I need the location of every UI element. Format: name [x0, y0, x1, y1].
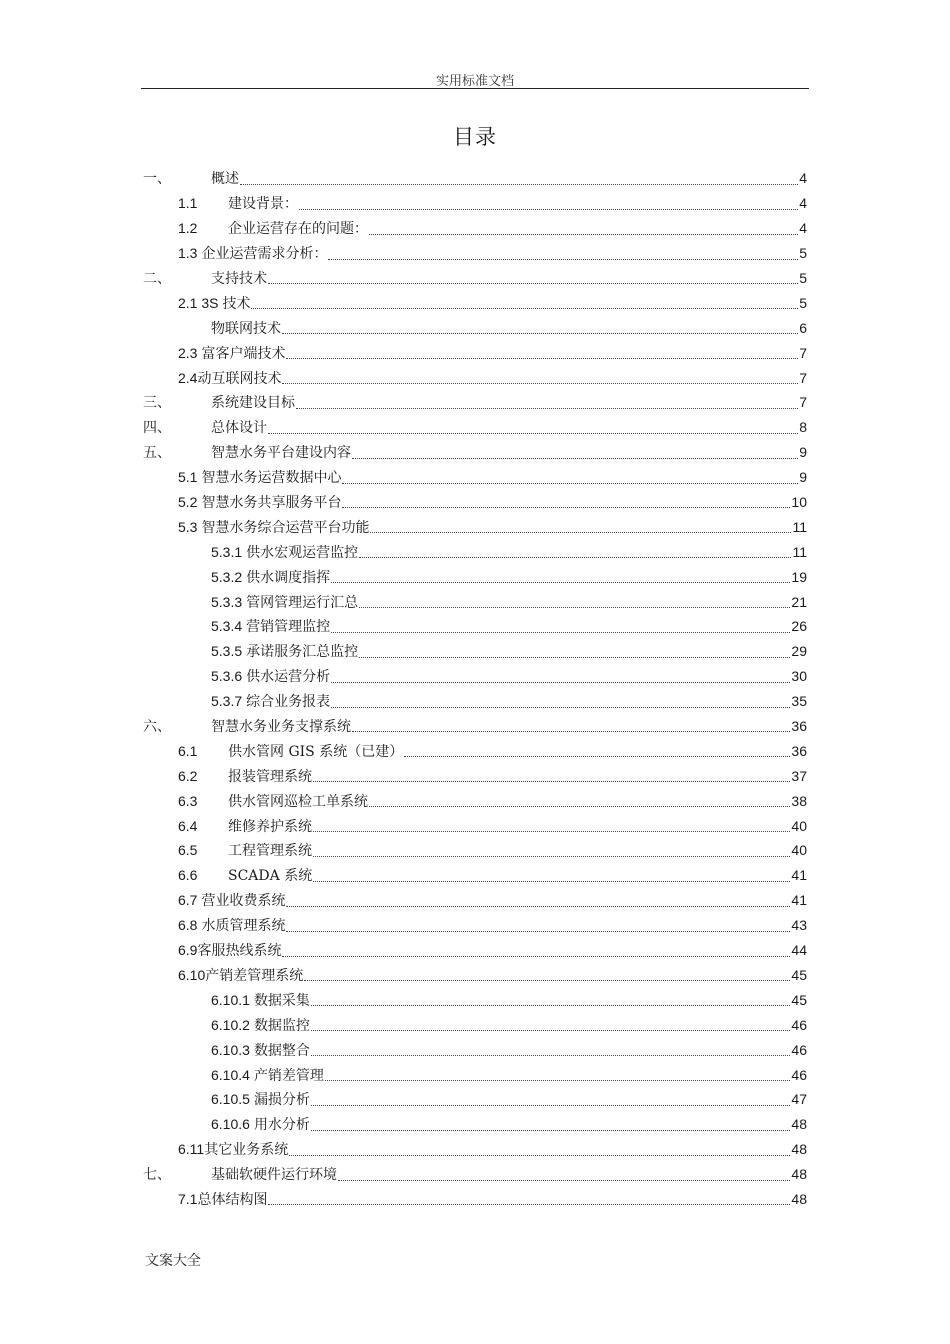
- toc-entry-page: 19: [791, 568, 807, 585]
- toc-entry-number: 2.4: [178, 369, 198, 386]
- toc-entry[interactable]: [143, 1087, 807, 1112]
- toc-leader-dots: [296, 408, 798, 409]
- toc-entry-page: 46: [791, 1016, 807, 1033]
- toc-title: 目录: [453, 125, 497, 149]
- toc-entry-label: 支持技术: [211, 271, 267, 287]
- toc-entry-number: 6.2: [178, 767, 198, 784]
- toc-entry-label: 管网管理运行汇总: [246, 594, 359, 611]
- toc-entry-number: 5.3.7: [211, 693, 243, 710]
- toc-entry-label: 概述: [211, 171, 239, 188]
- toc-leader-dots: [311, 1055, 790, 1056]
- toc-entry[interactable]: [143, 539, 807, 564]
- toc-entry-number: 6.6: [178, 867, 198, 884]
- toc-leader-dots: [359, 657, 790, 658]
- toc-entry-page: 41: [791, 867, 807, 884]
- toc-entry-number: 6.10.6: [211, 1116, 250, 1133]
- page-header: 实用标准文档: [435, 74, 514, 89]
- toc-entry[interactable]: [143, 415, 807, 440]
- toc-entry-page: 7: [799, 394, 807, 411]
- toc-entry-label: 智慧水务平台建设内容: [211, 445, 351, 462]
- toc-entry-page: 7: [799, 344, 807, 361]
- toc-entry-page: 40: [791, 817, 807, 834]
- toc-leader-dots: [369, 806, 790, 807]
- header-rule: [141, 88, 809, 89]
- toc-leader-dots: [240, 184, 798, 185]
- toc-leader-dots: [282, 333, 798, 334]
- toc-leader-dots: [313, 856, 790, 857]
- toc-entry-page: 36: [791, 742, 807, 759]
- toc-leader-dots: [313, 831, 790, 832]
- toc-entry-number: 2.1 3S: [178, 294, 219, 311]
- toc-entry-page: 37: [791, 767, 807, 784]
- toc-leader-dots: [352, 731, 790, 732]
- toc-entry-number: 6.10: [178, 966, 206, 983]
- toc-entry-label: 承诺服务汇总监控: [246, 644, 359, 661]
- toc-entry-number: 6.9: [178, 942, 198, 959]
- toc-entry[interactable]: [143, 639, 807, 664]
- toc-leader-dots: [311, 1130, 790, 1131]
- toc-leader-dots: [313, 781, 790, 782]
- toc-entry[interactable]: [143, 1187, 807, 1212]
- toc-leader-dots: [331, 632, 790, 633]
- toc-entry-page: 44: [791, 942, 807, 959]
- toc-entry[interactable]: [143, 1062, 807, 1087]
- toc-entry[interactable]: [143, 838, 807, 863]
- toc-entry-label: 建设背景：: [228, 196, 298, 213]
- toc-leader-dots: [404, 756, 790, 757]
- toc-entry-label: 产销差管理: [253, 1067, 324, 1084]
- toc-entry[interactable]: [143, 589, 807, 614]
- toc-entry-page: 38: [791, 792, 807, 809]
- toc-entry[interactable]: [143, 738, 807, 763]
- toc-entry-label: 供水调度指挥: [246, 569, 331, 586]
- toc-entry-label: 营业收费系统: [201, 893, 286, 910]
- toc-entry-page: 30: [791, 668, 807, 685]
- toc-entry-number: 二、: [143, 271, 171, 287]
- toc-entry-page: 40: [791, 842, 807, 859]
- toc-entry-label: 用水分析: [253, 1117, 310, 1134]
- toc-leader-dots: [331, 682, 790, 683]
- toc-entry-label: 数据整合: [253, 1042, 310, 1059]
- toc-leader-dots: [331, 707, 790, 708]
- toc-entry[interactable]: [143, 763, 807, 788]
- toc-entry-number: 6.11: [178, 1141, 205, 1158]
- toc-entry-label: 智慧水务运营数据中心: [201, 470, 342, 487]
- toc-entry-number: 5.3.1: [211, 543, 243, 560]
- toc-entry-page: 21: [791, 593, 807, 610]
- toc-leader-dots: [299, 209, 798, 210]
- toc-entry-number: 6.7: [178, 892, 198, 909]
- toc-entry-label: 漏损分析: [253, 1092, 310, 1109]
- toc-leader-dots: [268, 433, 798, 434]
- toc-entry-page: 47: [791, 1091, 807, 1108]
- toc-entry[interactable]: [143, 266, 807, 291]
- toc-entry-page: 43: [791, 917, 807, 934]
- toc-entry-number: 三、: [143, 395, 171, 412]
- toc-entry-page: 45: [791, 991, 807, 1008]
- toc-entry-page: 5: [799, 294, 807, 311]
- toc-entry[interactable]: [143, 514, 807, 539]
- toc-entry[interactable]: [143, 1012, 807, 1037]
- toc-entry-number: 6.10.2: [211, 1016, 250, 1033]
- toc-entry-page: 35: [791, 693, 807, 710]
- toc-entry-label: 数据采集: [253, 992, 310, 1009]
- toc-entry-page: 29: [791, 643, 807, 660]
- toc-entry-label: SCADA 系统: [228, 868, 313, 885]
- toc-leader-dots: [251, 308, 798, 309]
- toc-entry-number: 一、: [143, 171, 171, 188]
- toc-entry[interactable]: [143, 1037, 807, 1062]
- toc-leader-dots: [370, 532, 791, 533]
- toc-entry-page: 10: [791, 494, 807, 511]
- toc-entry-number: 六、: [143, 719, 171, 736]
- toc-entry-label: 供水管网巡检工单系统: [228, 793, 368, 810]
- toc-entry-label: 总体设计: [211, 420, 267, 437]
- toc-entry-number: 6.4: [178, 817, 198, 834]
- toc-entry-label: 智慧水务业务支撑系统: [211, 719, 351, 736]
- toc-entry-label: 富客户端技术: [201, 345, 286, 362]
- toc-entry[interactable]: [143, 216, 807, 241]
- toc-entry-number: 5.3.3: [211, 593, 243, 610]
- toc-entry-number: 四、: [143, 420, 171, 437]
- toc-entry-page: 46: [791, 1041, 807, 1058]
- toc-entry[interactable]: [143, 340, 807, 365]
- toc-entry[interactable]: [143, 614, 807, 639]
- toc-leader-dots: [286, 931, 790, 932]
- toc-entry-number: 6.8: [178, 917, 198, 934]
- toc-leader-dots: [268, 1204, 790, 1205]
- toc-leader-dots: [311, 1005, 790, 1006]
- toc-entry-page: 7: [799, 369, 807, 386]
- toc-leader-dots: [369, 234, 798, 235]
- toc-leader-dots: [289, 1155, 790, 1156]
- toc-entry[interactable]: [143, 987, 807, 1012]
- toc-entry-page: 48: [791, 1141, 807, 1158]
- toc-entry-label: 物联网技术: [211, 320, 281, 337]
- toc-entry-label: 动互联网技术: [197, 370, 282, 387]
- toc-leader-dots: [338, 1180, 790, 1181]
- toc-leader-dots: [328, 259, 798, 260]
- toc-entry-page: 4: [799, 170, 807, 187]
- toc-leader-dots: [286, 358, 798, 359]
- toc-entry[interactable]: [143, 490, 807, 515]
- toc-entry-label: 技术: [222, 295, 251, 312]
- toc-entry-number: 6.10.4: [211, 1066, 250, 1083]
- toc-entry-page: 11: [792, 543, 807, 560]
- toc-entry-page: 8: [799, 419, 807, 436]
- toc-entry-page: 46: [791, 1066, 807, 1083]
- toc-entry-page: 41: [791, 892, 807, 909]
- toc-entry-number: 6.5: [178, 842, 198, 859]
- toc-entry-number: 6.3: [178, 792, 198, 809]
- toc-leader-dots: [282, 383, 798, 384]
- toc-entry-number: 7.1: [178, 1190, 198, 1207]
- toc-entry-number: 5.2: [178, 494, 198, 511]
- toc-entry-page: 9: [799, 444, 807, 461]
- toc-entry-label: 数据监控: [253, 1017, 310, 1034]
- toc-entry-number: 七、: [143, 1167, 171, 1184]
- toc-entry-page: 6: [799, 319, 807, 336]
- toc-entry-number: 5.1: [178, 469, 198, 486]
- toc-entry[interactable]: [143, 390, 807, 415]
- toc-leader-dots: [313, 881, 790, 882]
- toc-entry[interactable]: [143, 315, 807, 340]
- toc-entry-number: 6.10.5: [211, 1091, 250, 1108]
- toc-leader-dots: [268, 283, 798, 284]
- toc-leader-dots: [331, 582, 790, 583]
- toc-entry[interactable]: [143, 241, 807, 266]
- toc-entry-label: 供水宏观运营监控: [246, 544, 359, 561]
- toc-entry[interactable]: [143, 788, 807, 813]
- toc-entry-label: 水质管理系统: [201, 918, 286, 935]
- toc-entry-label: 基础软硬件运行环境: [211, 1167, 337, 1184]
- toc-entry-number: 6.10.1: [211, 991, 250, 1008]
- toc-entry[interactable]: [143, 1112, 807, 1137]
- toc-entry-number: 5.3.6: [211, 668, 243, 685]
- toc-entry[interactable]: [143, 440, 807, 465]
- toc-entry-page: 36: [791, 718, 807, 735]
- toc-entry-label: 维修养护系统: [228, 818, 312, 835]
- toc-entry-label: 供水运营分析: [246, 669, 331, 686]
- toc-entry-label: 产销差管理系统: [205, 967, 304, 984]
- toc-entry-label: 营销管理监控: [246, 619, 331, 636]
- toc-entry-number: 6.10.3: [211, 1041, 250, 1058]
- toc-entry[interactable]: [143, 913, 807, 938]
- toc-entry-page: 48: [791, 1116, 807, 1133]
- toc-leader-dots: [342, 483, 798, 484]
- toc-entry-label: 总体结构图: [197, 1191, 268, 1208]
- toc-entry-page: 4: [799, 220, 807, 237]
- toc-entry-page: 9: [799, 469, 807, 486]
- toc-entry[interactable]: [143, 191, 807, 216]
- toc-entry[interactable]: [143, 290, 807, 315]
- toc-entry-page: 11: [792, 518, 807, 535]
- toc-entry[interactable]: [143, 963, 807, 988]
- toc-entry-page: 48: [791, 1166, 807, 1183]
- toc-leader-dots: [352, 458, 798, 459]
- toc-leader-dots: [359, 607, 790, 608]
- toc-entry-label: 工程管理系统: [228, 843, 312, 860]
- toc-entry-label: 其它业务系统: [204, 1142, 289, 1159]
- toc-leader-dots: [311, 1105, 790, 1106]
- toc-entry-page: 26: [791, 618, 807, 635]
- toc-entry-page: 5: [799, 245, 807, 262]
- toc-entry-page: 4: [799, 195, 807, 212]
- toc-entry[interactable]: [143, 938, 807, 963]
- toc-entry-number: 5.3.2: [211, 568, 243, 585]
- toc-entry[interactable]: [143, 714, 807, 739]
- toc-entry-number: 1.2: [178, 220, 198, 237]
- toc-leader-dots: [311, 1030, 790, 1031]
- toc-entry[interactable]: [143, 365, 807, 390]
- toc-entry-number: 5.3: [178, 518, 198, 535]
- toc-entry[interactable]: [143, 465, 807, 490]
- toc-entry[interactable]: [143, 689, 807, 714]
- page-footer: 文案大全: [145, 1253, 201, 1269]
- toc-entry[interactable]: [143, 888, 807, 913]
- toc-leader-dots: [342, 507, 790, 508]
- toc-entry-label: 智慧水务综合运营平台功能: [201, 519, 370, 536]
- toc-entry-number: 6.1: [178, 742, 198, 759]
- toc-entry-label: 报装管理系统: [228, 768, 312, 785]
- toc-entry-page: 45: [791, 966, 807, 983]
- toc-entry[interactable]: [143, 564, 807, 589]
- toc-entry-number: 5.3.4: [211, 618, 243, 635]
- toc-entry[interactable]: [143, 863, 807, 888]
- toc-entry-page: 5: [799, 270, 807, 286]
- toc-leader-dots: [304, 980, 790, 981]
- toc-entry-number: 1.3: [178, 245, 198, 262]
- toc-entry[interactable]: [143, 1137, 807, 1162]
- toc-leader-dots: [325, 1080, 790, 1081]
- toc-entry[interactable]: [143, 664, 807, 689]
- toc-list: [143, 166, 807, 1211]
- toc-leader-dots: [359, 557, 791, 558]
- toc-entry-number: 2.3: [178, 344, 198, 361]
- toc-entry-label: 综合业务报表: [246, 694, 331, 711]
- toc-entry-label: 企业运营需求分析：: [201, 246, 328, 263]
- toc-entry-page: 48: [791, 1190, 807, 1207]
- toc-leader-dots: [286, 906, 790, 907]
- toc-entry-number: 五、: [143, 445, 171, 462]
- toc-entry-label: 供水管网 GIS 系统（已建）: [228, 743, 404, 760]
- toc-leader-dots: [282, 956, 790, 957]
- toc-entry-label: 智慧水务共享服务平台: [201, 495, 342, 512]
- toc-entry[interactable]: [143, 166, 807, 191]
- toc-entry-number: 5.3.5: [211, 643, 243, 660]
- toc-entry-label: 企业运营存在的问题：: [228, 221, 368, 238]
- toc-entry-label: 客服热线系统: [197, 943, 282, 960]
- toc-entry[interactable]: [143, 1162, 807, 1187]
- toc-entry[interactable]: [143, 813, 807, 838]
- toc-entry-label: 系统建设目标: [211, 395, 295, 412]
- toc-entry-number: 1.1: [178, 195, 198, 212]
